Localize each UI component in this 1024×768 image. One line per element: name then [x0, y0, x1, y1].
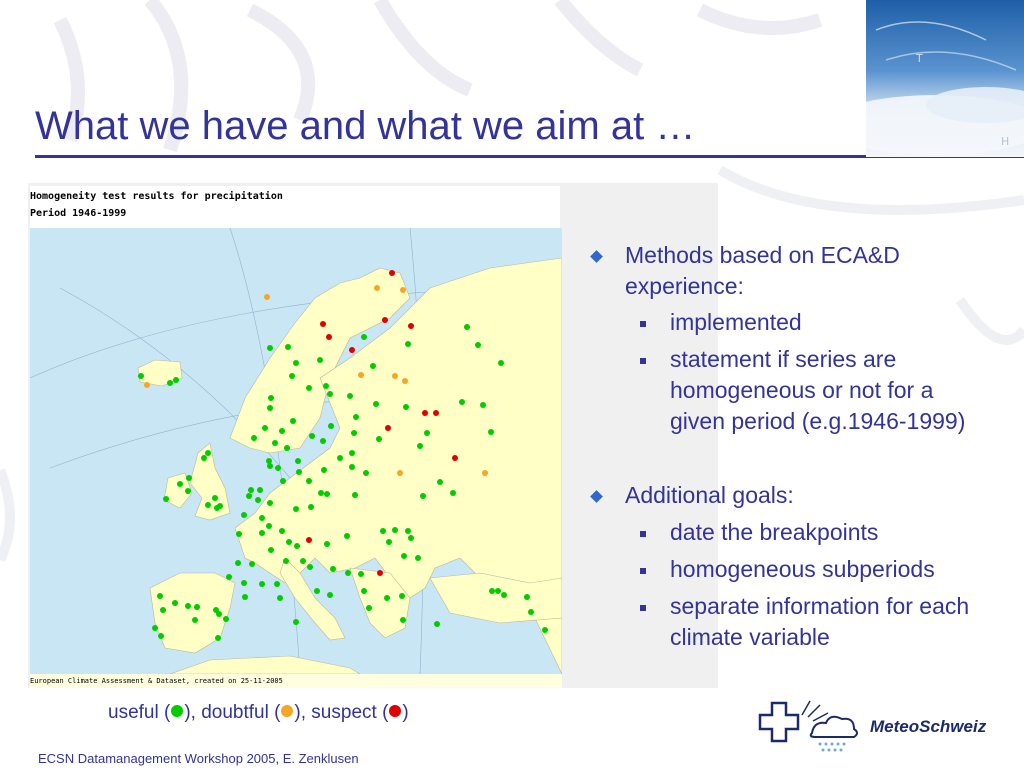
station-dot — [345, 570, 351, 576]
station-dot — [167, 380, 173, 386]
station-dot — [437, 479, 443, 485]
station-dot — [212, 495, 218, 501]
europe-map-svg — [30, 228, 562, 674]
station-dot — [286, 539, 292, 545]
station-dot — [160, 607, 166, 613]
bullet-methods-line2: experience: — [625, 273, 744, 299]
subbullet-separate-line2: climate variable — [670, 624, 830, 650]
station-dot — [259, 515, 265, 521]
station-dot — [194, 604, 200, 610]
station-dot — [324, 491, 330, 497]
station-dot — [321, 467, 327, 473]
station-dot — [185, 488, 191, 494]
station-dot — [373, 401, 379, 407]
station-dot — [361, 588, 367, 594]
station-dot — [158, 633, 164, 639]
station-dot — [249, 561, 255, 567]
iberia-land — [150, 573, 235, 653]
station-dot — [353, 414, 359, 420]
station-dot — [400, 287, 406, 293]
station-dot — [489, 588, 495, 594]
station-dot — [326, 334, 332, 340]
station-dot — [349, 347, 355, 353]
station-dot — [464, 324, 470, 330]
station-dot — [422, 410, 428, 416]
station-dot — [201, 455, 207, 461]
station-dot — [349, 464, 355, 470]
station-dot — [241, 512, 247, 518]
station-dot — [352, 492, 358, 498]
europe-map — [30, 228, 562, 674]
svg-text:T: T — [916, 52, 923, 65]
orange-dot-icon — [281, 705, 293, 717]
subbullet-subperiods-line1: homogeneous subperiods — [670, 556, 935, 582]
station-dot — [384, 595, 390, 601]
station-dot — [157, 593, 163, 599]
station-dot — [216, 611, 222, 617]
station-dot — [408, 535, 414, 541]
station-dot — [347, 393, 353, 399]
station-dot — [306, 537, 312, 543]
station-dot — [344, 533, 350, 539]
station-dot — [349, 450, 355, 456]
station-dot — [226, 574, 232, 580]
station-dot — [294, 543, 300, 549]
station-dot — [337, 455, 343, 461]
station-dot — [275, 465, 281, 471]
station-dot — [358, 571, 364, 577]
station-dot — [266, 523, 272, 529]
subbullet-separate-line1: separate information for each — [670, 593, 970, 619]
legend-suspect-label: ), suspect ( — [294, 702, 389, 723]
station-dot — [251, 435, 257, 441]
map-heading-line2: Period 1946-1999 — [30, 208, 127, 219]
station-dot — [374, 285, 380, 291]
station-dot — [280, 478, 286, 484]
station-dot — [163, 496, 169, 502]
subbullet-statement-line2: homogeneous or not for a — [670, 377, 934, 403]
station-dot — [296, 469, 302, 475]
station-dot — [386, 539, 392, 545]
station-dot — [267, 345, 273, 351]
station-dot — [293, 360, 299, 366]
station-dot — [283, 558, 289, 564]
station-dot — [420, 493, 426, 499]
station-dot — [236, 531, 242, 537]
station-dot — [358, 372, 364, 378]
station-dot — [185, 603, 191, 609]
station-dot — [377, 570, 383, 576]
subbullet-implemented-line1: implemented — [670, 309, 802, 335]
station-dot — [259, 581, 265, 587]
station-dot — [279, 428, 285, 434]
station-dot — [267, 405, 273, 411]
subbullet-breakpoints — [670, 517, 878, 548]
station-dot — [327, 592, 333, 598]
station-dot — [277, 595, 283, 601]
station-dot — [542, 627, 548, 633]
station-dot — [392, 527, 398, 533]
slide-footer: ECSN Datamanagement Workshop 2005, E. Zenklusen — [38, 751, 359, 766]
station-dot — [324, 541, 330, 547]
station-dot — [138, 373, 144, 379]
station-dot — [397, 470, 403, 476]
station-dot — [205, 502, 211, 508]
station-dot — [307, 564, 313, 570]
station-dot — [186, 475, 192, 481]
station-dot — [433, 410, 439, 416]
station-dot — [268, 547, 274, 553]
station-dot — [323, 383, 329, 389]
station-dot — [524, 594, 530, 600]
station-dot — [501, 592, 507, 598]
subbullet-separate — [670, 591, 969, 653]
station-dot — [434, 621, 440, 627]
bullet-goals-line1: Additional goals: — [625, 482, 794, 508]
station-dot — [306, 385, 312, 391]
bullet-goals — [625, 480, 794, 511]
station-dot — [370, 363, 376, 369]
station-dot — [389, 270, 395, 276]
station-dot — [376, 436, 382, 442]
legend-doubtful-label: ), doubtful ( — [184, 702, 281, 723]
station-dot — [172, 600, 178, 606]
station-dot — [317, 357, 323, 363]
station-dot — [177, 481, 183, 487]
station-dot — [309, 433, 315, 439]
station-dot — [528, 609, 534, 615]
bullet-methods-line1: Methods based on ECA&D — [625, 242, 900, 268]
station-dot — [241, 580, 247, 586]
station-dot — [279, 528, 285, 534]
station-dot — [408, 323, 414, 329]
station-dot — [266, 458, 272, 464]
station-dot — [495, 588, 501, 594]
station-dot — [382, 317, 388, 323]
svg-text:H: H — [1001, 135, 1010, 148]
station-dot — [320, 321, 326, 327]
station-dot — [480, 402, 486, 408]
station-dot — [205, 450, 211, 456]
station-dot — [488, 429, 494, 435]
station-dot — [482, 470, 488, 476]
slide-title: What we have and what we aim at … — [35, 104, 696, 148]
station-dot — [268, 395, 274, 401]
station-dot — [262, 425, 268, 431]
station-dot — [289, 373, 295, 379]
station-dot — [259, 530, 265, 536]
station-dot — [417, 443, 423, 449]
station-dot — [242, 594, 248, 600]
map-heading — [30, 186, 560, 228]
station-dot — [405, 341, 411, 347]
station-dot — [285, 344, 291, 350]
africa-land — [170, 656, 360, 674]
station-dot — [415, 555, 421, 561]
red-dot-icon — [389, 705, 401, 717]
station-dot — [264, 294, 270, 300]
station-dot — [401, 553, 407, 559]
bullet-methods — [625, 240, 900, 302]
subbullet-subperiods — [670, 554, 935, 585]
subbullet-statement-line3: given period (e.g.1946-1999) — [670, 408, 966, 434]
station-dot — [363, 470, 369, 476]
station-dot — [295, 458, 301, 464]
station-dot — [399, 593, 405, 599]
subbullet-breakpoints-line1: date the breakpoints — [670, 519, 879, 545]
station-dot — [366, 605, 372, 611]
legend-close-paren: ) — [402, 702, 409, 723]
station-dot — [192, 617, 198, 623]
station-dot — [361, 334, 367, 340]
station-dot — [293, 619, 299, 625]
station-dot — [327, 391, 333, 397]
map-heading-line1: Homogeneity test results for precipitation — [30, 191, 283, 202]
station-dot — [475, 342, 481, 348]
station-dot — [385, 425, 391, 431]
station-dot — [267, 500, 273, 506]
station-dot — [351, 430, 357, 436]
station-dot — [248, 487, 254, 493]
station-dot — [330, 566, 336, 572]
station-dot — [318, 490, 324, 496]
station-dot — [267, 463, 273, 469]
station-dot — [498, 360, 504, 366]
square-bullet-icon — [640, 605, 646, 611]
station-dot — [308, 504, 314, 510]
station-dot — [450, 490, 456, 496]
logo-mark-icon — [750, 697, 870, 757]
map-legend — [108, 702, 409, 724]
logo-wordmark: MeteoSchweiz — [870, 717, 987, 736]
legend-useful-label: useful ( — [108, 702, 171, 723]
station-dot — [314, 588, 320, 594]
green-dot-icon — [171, 705, 183, 717]
station-dot — [405, 528, 411, 534]
station-dot — [257, 487, 263, 493]
station-dot — [255, 497, 261, 503]
station-dot — [380, 528, 386, 534]
station-dot — [293, 506, 299, 512]
subbullet-implemented — [670, 307, 802, 338]
station-dot — [424, 430, 430, 436]
station-dot — [284, 445, 290, 451]
station-dot — [300, 558, 306, 564]
station-dot — [214, 505, 220, 511]
square-bullet-icon — [640, 321, 646, 327]
station-dot — [272, 440, 278, 446]
sky-photo — [866, 0, 1024, 157]
square-bullet-icon — [640, 531, 646, 537]
station-dot — [306, 478, 312, 484]
station-dot — [402, 378, 408, 384]
subbullet-statement-line1: statement if series are — [670, 346, 897, 372]
map-footer: European Climate Assessment & Dataset, created on 25-11-2005 — [30, 674, 562, 688]
square-bullet-icon — [640, 358, 646, 364]
station-dot — [452, 455, 458, 461]
subbullet-statement — [670, 344, 965, 437]
station-dot — [152, 625, 158, 631]
station-dot — [173, 377, 179, 383]
station-dot — [235, 560, 241, 566]
station-dot — [215, 635, 221, 641]
station-dot — [274, 581, 280, 587]
station-dot — [246, 493, 252, 499]
station-dot — [328, 423, 334, 429]
station-dot — [144, 382, 150, 388]
square-bullet-icon — [640, 568, 646, 574]
station-dot — [459, 399, 465, 405]
station-dot — [290, 418, 296, 424]
station-dot — [223, 616, 229, 622]
station-dot — [403, 404, 409, 410]
station-dot — [400, 617, 406, 623]
station-dot — [392, 373, 398, 379]
station-dot — [320, 438, 326, 444]
